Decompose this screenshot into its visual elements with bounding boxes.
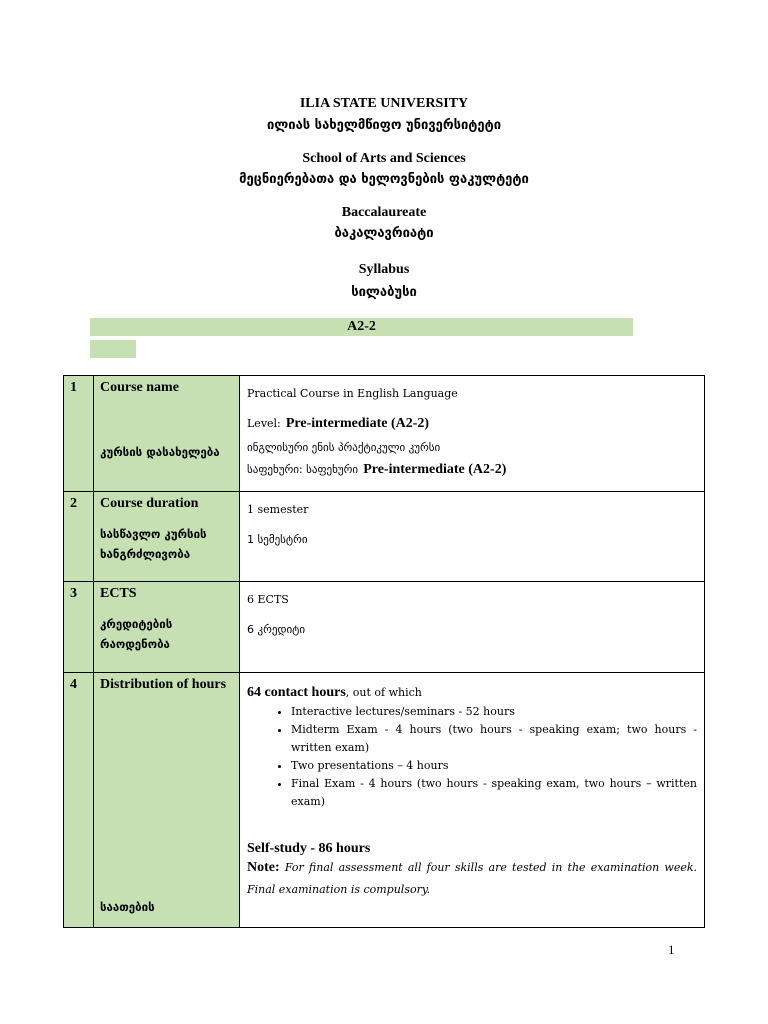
- school-name-ka: მეცნიერებათა და ხელოვნების ფაკულტეტი: [239, 172, 529, 187]
- note-text: For final assessment all four skills are tested in the examination week. Final examination is compulsory.: [247, 861, 698, 896]
- row-number: 4: [64, 673, 94, 928]
- level-banner-small: [90, 340, 136, 358]
- row-content-cell: [240, 492, 705, 582]
- row-number: 2: [64, 492, 94, 582]
- contact-hours-bold: 64 contact hours: [247, 685, 346, 700]
- row-label-cell: [94, 582, 240, 673]
- row-label-cell: [94, 376, 240, 492]
- row-label-cell: [94, 673, 240, 928]
- level-banner: A2-2: [90, 318, 633, 336]
- course-level-line: [247, 412, 697, 432]
- table-row: [64, 492, 705, 582]
- page-number: 1: [668, 942, 675, 957]
- ects-ka: 6 კრედიტი: [247, 623, 306, 636]
- hours-list: [247, 703, 697, 811]
- university-name-ka: ილიას სახელმწიფო უნივერსიტეტი: [266, 118, 502, 133]
- course-level-ka-value: Pre-intermediate (A2-2): [363, 462, 507, 477]
- school-name-en: School of Arts and Sciences: [302, 151, 466, 166]
- list-item: • Final Exam - 4 hours (two hours - speaking exam, two hours – written exam): [291, 775, 697, 811]
- duration-en: 1 semester: [247, 503, 309, 516]
- row-label-ka: კურსის დასახელება: [100, 445, 220, 459]
- row-label-ka: კრედიტების რაოდენობა: [100, 617, 173, 651]
- note-label: Note:: [247, 860, 280, 875]
- row-content-cell: [240, 673, 705, 928]
- row-label-en: Course duration: [100, 496, 199, 511]
- list-item: • Midterm Exam - 4 hours (two hours - speaking exam; two hours - written exam): [291, 721, 697, 757]
- row-number: 3: [64, 582, 94, 673]
- document-type-en: Syllabus: [358, 262, 410, 277]
- list-item: • Two presentations – 4 hours: [291, 757, 697, 775]
- row-label-en: Course name: [100, 380, 179, 395]
- degree-en: Baccalaureate: [341, 205, 427, 220]
- list-item: • Interactive lectures/seminars - 52 hours: [291, 703, 697, 721]
- self-study-hours: Self-study - 86 hours: [247, 841, 371, 856]
- course-name-ka: ინგლისური ენის პრაქტიკული კურსი: [247, 441, 441, 454]
- table-row: [64, 673, 705, 928]
- note-paragraph: [247, 857, 697, 901]
- course-name-en: Practical Course in English Language: [247, 387, 458, 400]
- row-label-ka: საათების: [100, 900, 155, 914]
- course-level-value: Pre-intermediate (A2-2): [285, 416, 430, 431]
- row-number: 1: [64, 376, 94, 492]
- duration-ka: 1 სემესტრი: [247, 533, 308, 546]
- syllabus-table: [63, 375, 705, 928]
- course-level-ka-label: საფეხური: საფეხური: [247, 463, 359, 476]
- course-level-label: Level:: [247, 417, 281, 430]
- row-label-cell: [94, 492, 240, 582]
- university-name-en: ILIA STATE UNIVERSITY: [299, 96, 469, 111]
- row-content-cell: [240, 376, 705, 492]
- course-level-ka-line: [247, 458, 697, 478]
- row-content-cell: [240, 582, 705, 673]
- row-label-ka: სასწავლო კურსის ხანგრძლივობა: [100, 527, 207, 561]
- degree-ka: ბაკალავრიატი: [334, 226, 434, 241]
- row-label-en: Distribution of hours: [100, 677, 227, 692]
- row-label-en: ECTS: [100, 586, 137, 601]
- table-row: [64, 376, 705, 492]
- contact-hours-line: [247, 681, 697, 701]
- table-row: [64, 582, 705, 673]
- ects-en: 6 ECTS: [247, 593, 289, 606]
- document-type-ka: სილაბუსი: [351, 285, 417, 300]
- contact-hours-rest: , out of which: [345, 686, 422, 699]
